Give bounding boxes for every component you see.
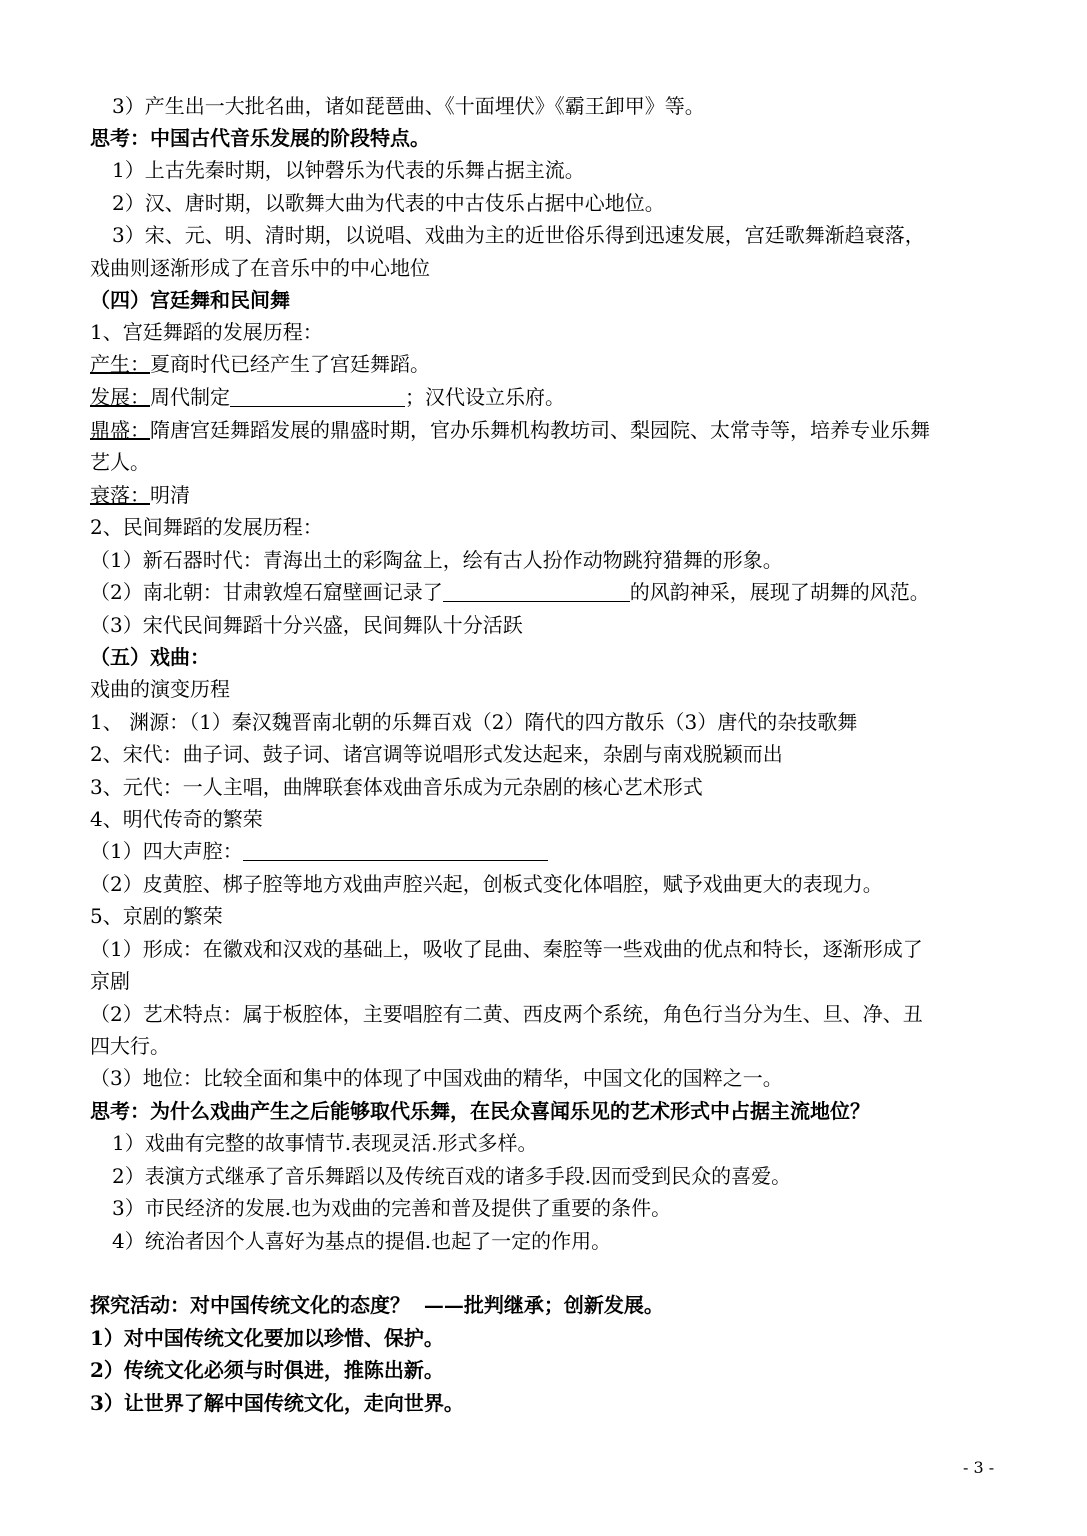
text-line: 4、明代传奇的繁荣 [90, 807, 263, 831]
text-line: （2）皮黄腔、梆子腔等地方戏曲声腔兴起，创板式变化体唱腔，赋予戏曲更大的表现力。 [90, 872, 883, 896]
text-line: 2）汉、唐时期，以歌舞大曲为代表的中古伎乐占据中心地位。 [112, 191, 665, 215]
text-line: 1）戏曲有完整的故事情节.表现灵活.形式多样。 [112, 1131, 538, 1155]
text-line: 2）表演方式继承了音乐舞蹈以及传统百戏的诸多手段.因而受到民众的喜爱。 [112, 1164, 792, 1188]
text-line [90, 580, 1000, 604]
line-text: 明清 [150, 483, 190, 507]
underlined-label: 产生： [90, 352, 150, 376]
text-line [90, 483, 1000, 507]
text-line: 戏曲的演变历程 [90, 677, 230, 701]
text-line: 四大行。 [90, 1034, 170, 1058]
text-line: （3）宋代民间舞蹈十分兴盛，民间舞队十分活跃 [90, 613, 523, 637]
fill-in-blank [443, 583, 630, 602]
text-line: 3）宋、元、明、清时期，以说唱、戏曲为主的近世俗乐得到迅速发展，宫廷歌舞渐趋衰落， [112, 223, 925, 247]
text-line: 1、 渊源：（1）秦汉魏晋南北朝的乐舞百戏（2）隋代的四方散乐（3）唐代的杂技歌舞 [90, 710, 858, 734]
fill-in-blank [230, 388, 405, 407]
text-line: 3）市民经济的发展.也为戏曲的完善和普及提供了重要的条件。 [112, 1196, 672, 1220]
text-line: 2）传统文化必须与时俱进，推陈出新。 [90, 1358, 444, 1382]
text-line: 1、宫廷舞蹈的发展历程： [90, 320, 323, 344]
text-line [90, 418, 1000, 442]
text-line: 2、宋代：曲子词、鼓子词、诸宫调等说唱形式发达起来，杂剧与南戏脱颖而出 [90, 742, 783, 766]
line-text: 隋唐宫廷舞蹈发展的鼎盛时期，官办乐舞机构教坊司、梨园院、太常寺等，培养专业乐舞 [150, 418, 930, 442]
line-text: 的风韵神采，展现了胡舞的风范。 [629, 580, 930, 604]
section-heading: （四）宫廷舞和民间舞 [90, 288, 290, 312]
text-line [90, 352, 1000, 376]
underlined-label: 衰落： [90, 483, 150, 507]
line-text: 周代制定 [150, 385, 230, 409]
section-heading: 思考：中国古代音乐发展的阶段特点。 [90, 126, 430, 150]
text-line: （1）形成：在徽戏和汉戏的基础上，吸收了昆曲、秦腔等一些戏曲的优点和特长，逐渐形成了 [90, 937, 923, 961]
text-line: 3）产生出一大批名曲，诸如琵琶曲、《十面埋伏》《霸王卸甲》等。 [112, 94, 705, 118]
text-line: （3）地位：比较全面和集中的体现了中国戏曲的精华，中国文化的国粹之一。 [90, 1066, 783, 1090]
line-text: （1）四大声腔： [90, 839, 243, 863]
text-line: 京剧 [90, 969, 130, 993]
text-line: 5、京剧的繁荣 [90, 904, 223, 928]
text-line: 2、民间舞蹈的发展历程： [90, 515, 323, 539]
text-line: 3）让世界了解中国传统文化，走向世界。 [90, 1391, 464, 1415]
fill-in-blank [243, 842, 548, 861]
text-line: 4）统治者因个人喜好为基点的提倡.也起了一定的作用。 [112, 1229, 612, 1253]
section-heading: （五）戏曲： [90, 645, 210, 669]
line-text: 夏商时代已经产生了宫廷舞蹈。 [150, 352, 430, 376]
underlined-label: 鼎盛： [90, 418, 150, 442]
section-heading: 思考：为什么戏曲产生之后能够取代乐舞，在民众喜闻乐见的艺术形式中占据主流地位？ [90, 1099, 870, 1123]
line-text: （2）南北朝：甘肃敦煌石窟壁画记录了 [90, 580, 443, 604]
underlined-label: 发展： [90, 385, 150, 409]
text-line: 3、元代：一人主唱，曲牌联套体戏曲音乐成为元杂剧的核心艺术形式 [90, 775, 703, 799]
text-line [90, 385, 1000, 409]
text-line: （1）新石器时代：青海出土的彩陶盆上，绘有古人扮作动物跳狩猎舞的形象。 [90, 548, 783, 572]
section-heading: 探究活动：对中国传统文化的态度？ ——批判继承；创新发展。 [90, 1293, 664, 1317]
page-number: - 3 - [963, 1458, 995, 1477]
text-line: 1）上古先秦时期，以钟磬乐为代表的乐舞占据主流。 [112, 158, 585, 182]
text-line: 1）对中国传统文化要加以珍惜、保护。 [90, 1326, 444, 1350]
text-line [90, 839, 1000, 863]
text-line: （2）艺术特点：属于板腔体，主要唱腔有二黄、西皮两个系统，角色行当分为生、旦、净、丑 [90, 1002, 923, 1026]
text-line: 戏曲则逐渐形成了在音乐中的中心地位 [90, 256, 430, 280]
line-text: ；汉代设立乐府。 [405, 385, 565, 409]
text-line: 艺人。 [90, 450, 150, 474]
